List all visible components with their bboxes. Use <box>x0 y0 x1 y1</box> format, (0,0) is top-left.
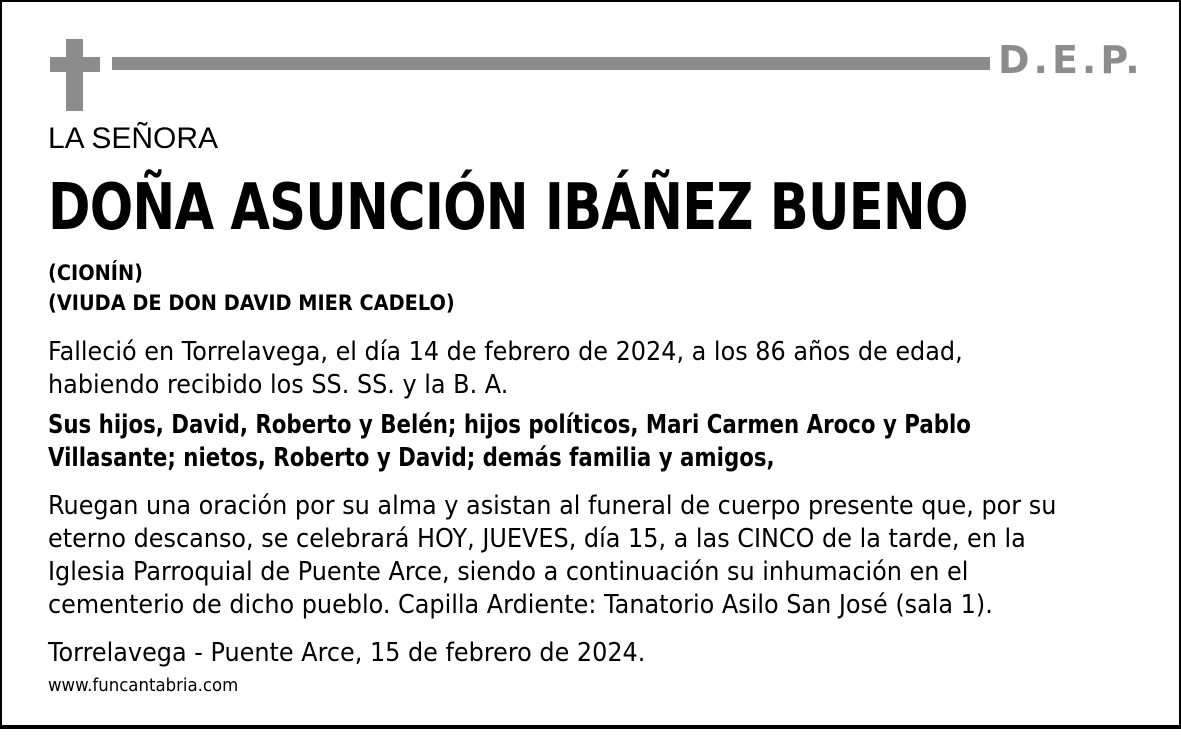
death-paragraph <box>48 336 963 402</box>
place-date: Torrelavega - Puente Arce, 15 de febrero de 2024. <box>48 638 646 668</box>
nickname: (CIONÍN) <box>48 261 143 285</box>
cross-icon <box>50 39 100 111</box>
family-paragraph <box>48 409 971 475</box>
death-line: Falleció en Torrelavega, el día 14 de febrero de 2024, a los 86 años de edad, <box>48 337 963 367</box>
funeral-line: eterno descanso, se celebrará HOY, JUEVES, día 15, a las CINCO de la tarde, en la <box>48 524 1026 554</box>
family-line: Sus hijos, David, Roberto y Belén; hijos políticos, Mari Carmen Aroco y Pablo <box>48 410 971 440</box>
family-line: Villasante; nietos, Roberto y David; demás familia y amigos, <box>48 443 775 473</box>
honorific: LA SEÑORA <box>48 122 219 155</box>
deceased-name: DOÑA ASUNCIÓN IBÁÑEZ BUENO <box>48 171 968 245</box>
header-rule <box>112 57 990 70</box>
funeral-line: cementerio de dicho pueblo. Capilla Ardiente: Tanatorio Asilo San José (sala 1). <box>48 590 993 620</box>
death-line: habiendo recibido los SS. SS. y la B. A. <box>48 370 509 400</box>
widow-of: (VIUDA DE DON DAVID MIER CADELO) <box>48 291 455 315</box>
cross-horizontal-bar <box>50 57 100 72</box>
funeral-paragraph <box>48 490 1056 622</box>
funeral-line: Ruegan una oración por su alma y asistan al funeral de cuerpo presente que, por su <box>48 491 1057 521</box>
website-link[interactable]: www.funcantabria.com <box>48 675 239 696</box>
dep-label: D.E.P. <box>998 38 1144 82</box>
cross-vertical-bar <box>66 39 83 111</box>
funeral-line: Iglesia Parroquial de Puente Arce, siendo a continuación su inhumación en el <box>48 557 969 587</box>
